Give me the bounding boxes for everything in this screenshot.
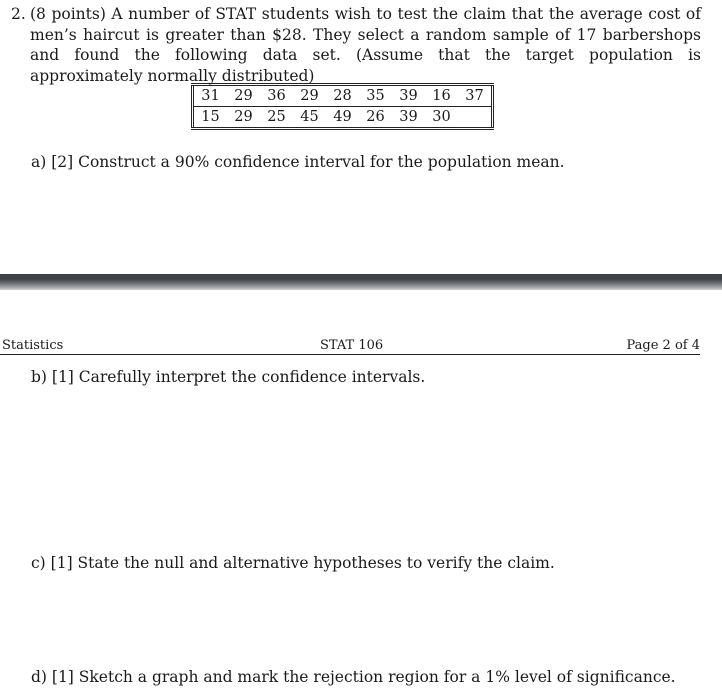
- problem-number: 2.: [11, 5, 26, 23]
- table-cell: 26: [359, 107, 392, 128]
- table-cell: 36: [267, 88, 286, 104]
- problem-statement: [11, 4, 701, 86]
- header-course-subject: Statistics: [2, 338, 64, 353]
- table-cell: 25: [260, 107, 293, 128]
- table-cell: 16: [432, 88, 451, 104]
- header-course-code: STAT 106: [320, 338, 384, 353]
- table-cell: 30: [425, 107, 458, 128]
- table-cell: 28: [333, 88, 352, 104]
- table-cell: 49: [326, 107, 359, 128]
- table-cell: 29: [234, 88, 253, 104]
- table-row: [193, 86, 493, 107]
- table-row: [193, 107, 493, 128]
- header-page-number: Page 2 of 4: [626, 338, 700, 353]
- table-cell: [458, 107, 493, 128]
- table-cell: 29: [227, 107, 260, 128]
- data-table: [191, 83, 494, 130]
- question-c: c) [1] State the null and alternative hypotheses to verify the claim.: [31, 554, 555, 572]
- problem-text: (8 points) A number of STAT students wish to test the claim that the average cost of men’s haircut is greater than $28. They select a random sample of 17 barbershops and found the following data set. (Assume that the target population is approximately normally distributed): [30, 5, 701, 85]
- table-cell: 37: [458, 86, 493, 107]
- table-cell: 39: [399, 88, 418, 104]
- table-cell: 35: [366, 88, 385, 104]
- page-header: [0, 337, 700, 355]
- page-break-divider: [0, 274, 722, 290]
- question-d: d) [1] Sketch a graph and mark the rejection region for a 1% level of significance.: [31, 668, 676, 686]
- table-cell: 31: [193, 86, 228, 107]
- question-b: b) [1] Carefully interpret the confidence intervals.: [31, 368, 426, 386]
- table-cell: 39: [392, 107, 425, 128]
- table-cell: 15: [193, 107, 228, 128]
- table-cell: 45: [293, 107, 326, 128]
- table-cell: 29: [300, 88, 319, 104]
- question-a: a) [2] Construct a 90% confidence interval for the population mean.: [31, 153, 565, 171]
